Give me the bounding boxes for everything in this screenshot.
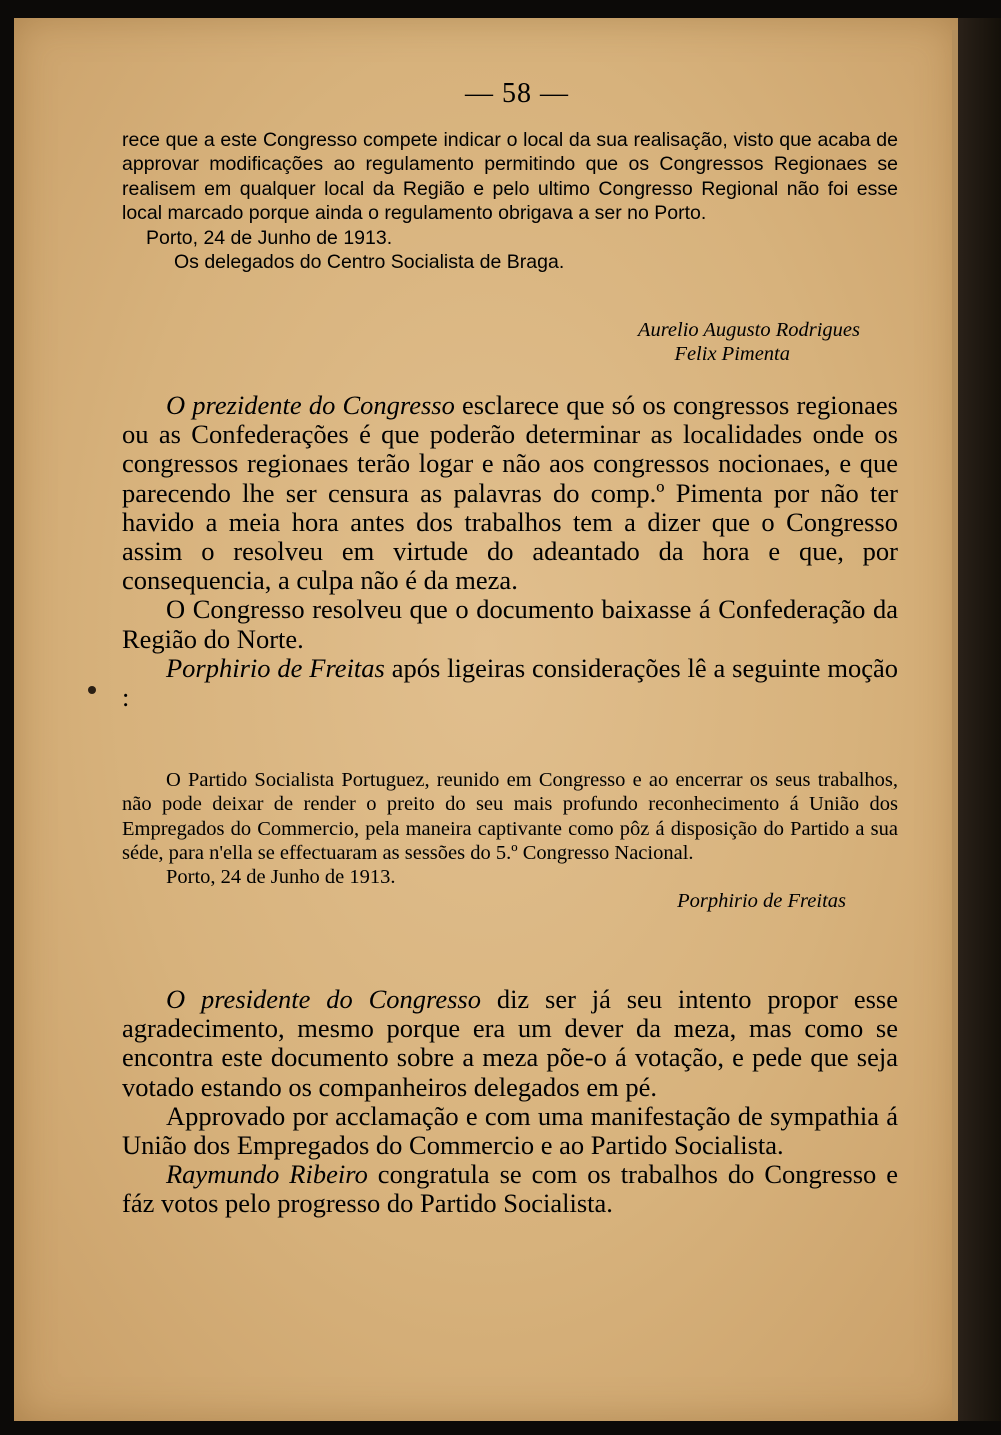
paragraph-resolution: O Congresso resolveu que o documento baixasse á Confederação da Região do Norte. bbox=[122, 594, 898, 654]
page-number: — 58 — bbox=[465, 78, 569, 109]
speaker-name: O presidente do Congresso bbox=[166, 984, 481, 1014]
motion-text: O Partido Socialista Portuguez, reunido em Congresso e ao encerrar os seus trabalhos, não pode deixar de render o preito do seu mais profundo reconhecimento á União dos Empregados do Commercio, pela maneira captivante como pôz á disposição do Partido a sua séde, para n'ella se effectuaram as sessões do 5.º Congresso Nacional. bbox=[122, 769, 898, 864]
motion-signatory: Porphirio de Freitas bbox=[677, 890, 846, 913]
motion-block bbox=[122, 768, 898, 914]
motion-date: Porto, 24 de Junho de 1913. bbox=[166, 866, 396, 889]
margin-mark bbox=[88, 686, 96, 694]
letter-date: Porto, 24 de Junho de 1913. bbox=[146, 226, 393, 249]
paragraph-president-2: O presidente do Congresso diz ser já seu intento propor esse agradecimento, mesmo porque era um dever da meza, mas como se encontra este documento sobre a meza põe-o á votação, e pede que seja votado estando os companheiros delegados em pé. bbox=[122, 984, 898, 1102]
discussion-lower bbox=[122, 985, 898, 1219]
letter-closing: Os delegados do Centro Socialista de Braga. bbox=[174, 251, 565, 274]
letter-body: rece que a este Congresso compete indicar o local da sua realisação, visto que acaba de approvar modificações ao regulamento permitindo que os Congressos Regionaes se realisem em qualquer local da Região e pelo ultimo Congresso Regional não foi esse local marcado porque ainda o regulamento obrigava a ser no Porto. bbox=[122, 129, 898, 225]
speaker-name: Raymundo Ribeiro bbox=[166, 1159, 368, 1190]
paragraph-president-1: O prezidente do Congresso esclarece que só os congressos regionaes ou as Confederações é que poderão determinar as localidades onde os congressos regionaes terão logar e não aos congressos nocionaes, e que parecendo lhe ser censura as palavras do comp.º Pimenta por não ter havido a meia hora antes dos trabalhos tem a dizer que o Congresso assim o resolveu em virtude do adeantado da hora e que, por consequencia, a culpa não é da meza. bbox=[122, 390, 898, 596]
letter-block bbox=[122, 128, 898, 274]
paragraph-approval: Approvado por acclamação e com uma manifestação de sympathia á União dos Empregados do Commercio e ao Partido Socialista. bbox=[122, 1100, 898, 1161]
speaker-name: Porphirio de Freitas bbox=[166, 652, 385, 683]
signatory-1: Aurelio Augusto Rodrigues bbox=[637, 319, 860, 341]
letter-signatures bbox=[122, 318, 898, 367]
book-spine bbox=[958, 18, 1001, 1421]
paragraph-porphirio: Porphirio de Freitas após ligeiras considerações lê a seguinte moção : bbox=[122, 652, 898, 713]
discussion-upper bbox=[122, 391, 898, 712]
paragraph-raymundo: Raymundo Ribeiro congratula se com os trabalhos do Congresso e fáz votos pelo progresso do Partido Socialista. bbox=[122, 1159, 899, 1219]
speaker-name: O prezidente do Congresso bbox=[166, 390, 455, 420]
signatory-2: Felix Pimenta bbox=[674, 343, 790, 366]
